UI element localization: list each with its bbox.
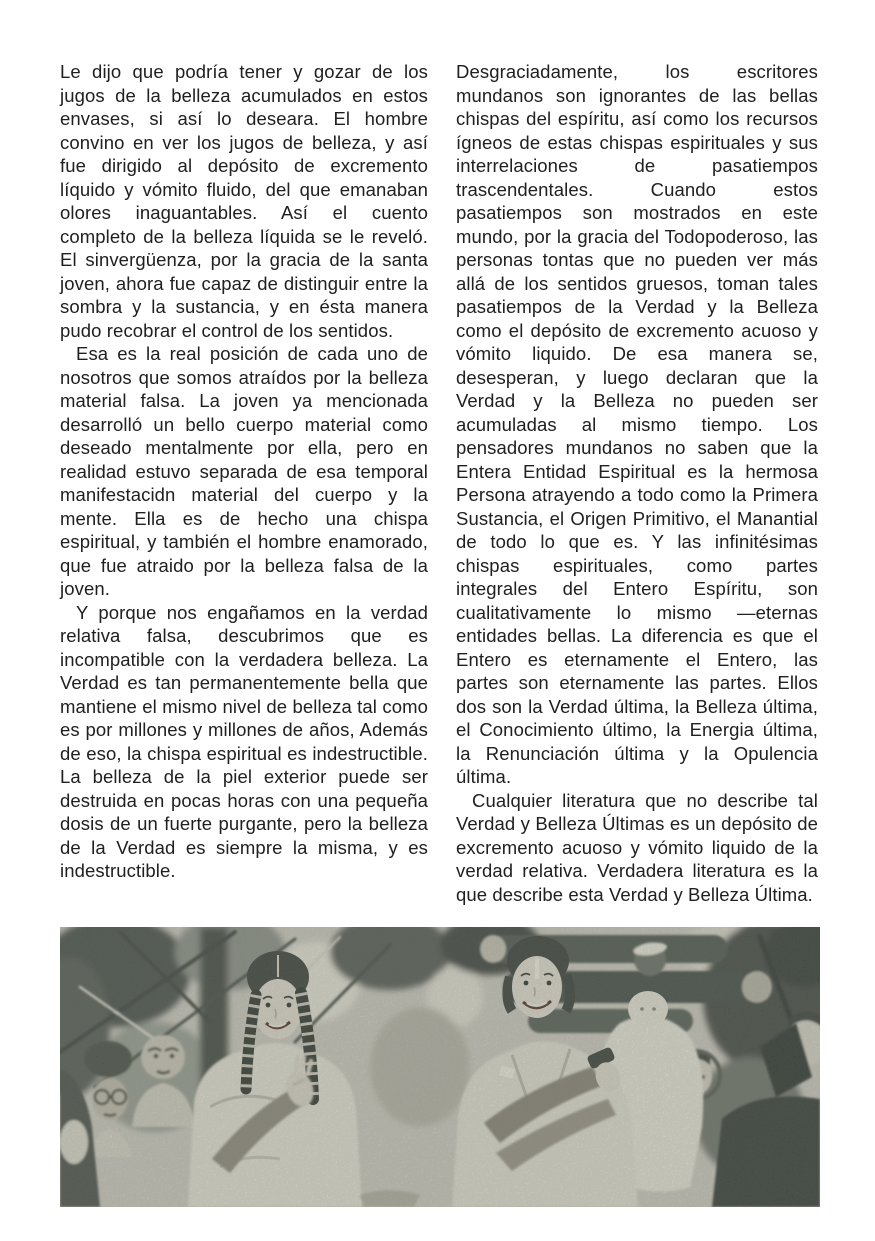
column-right xyxy=(456,60,818,906)
article-body xyxy=(60,60,818,906)
column-left xyxy=(60,60,428,906)
paragraph: Esa es la real posición de cada uno de nosotros que somos atraídos por la belleza material falsa. La joven ya mencionada desarrolló un bello cuerpo material como deseado mentalmente por ella, pero en realidad estuvo separada de esa temporal manifestacidn material del cuerpo y la mente. Ella es de hecho una chispa espiritual, y también el hombre enamorado, que fue atraido por la belleza falsa de la joven. xyxy=(60,343,428,599)
paragraph: Desgraciadamente, los escritores mundanos son ignorantes de las bellas chispas del espíritu, así como los recursos ígneos de estas chispas espirituales y sus interrelaciones de pasatiempos trascendentales. Cuando estos pasatiempos son mostrados en este mundo, por la gracia del Todopoderoso, las personas tontas que no pueden ver más allá de los sentidos gruesos, toman tales pasatiempos de la Verdad y la Belleza como el depósito de excremento acuoso y vómito liquido. De esa manera se, desesperan, y luego declaran que la Verdad y la Belleza no pueden ser acumuladas al mismo tiempo. Los pensadores mundanos no saben que la Entera Entidad Espiritual es la hermosa Persona atrayendo a todo como la Primera Sustancia, el Origen Primitivo, el Manantial de todo lo que es. Y las infinitésimas chispas espirituales, como partes integrales del Entero Espíritu, son cualitativamente lo mismo —eternas entidades bellas. La diferencia es que el Entero es eternamente el Entero, las partes son eternamente las partes. Ellos dos son la Verdad última, la Belleza última, el Conocimiento último, la Energia última, la Renunciación última y la Opulencia última. xyxy=(456,61,818,787)
photograph xyxy=(60,927,820,1207)
photograph-illustration xyxy=(60,927,820,1207)
paragraph: Y porque nos engañamos en la verdad relativa falsa, descubrimos que es incompatible con la verdadera belleza. La Verdad es tan permanentemente bella que mantiene el mismo nivel de belleza tal como es por millones y millones de años, Además de eso, la chispa espiritual es indestructible. La belleza de la piel exterior puede ser destruida en pocas horas con una pequeña dosis de un fuerte purgante, pero la belleza de la Verdad es siempre la misma, y es indestructible. xyxy=(60,601,428,881)
paragraph: Le dijo que podría tener y gozar de los jugos de la belleza acumulados en estos envases, si así lo deseara. El hombre convino en ver los jugos de belleza, y así fue dirigido al depósito de excremento líquido y vómito fluido, del que emanaban olores inaguantables. Así el cuento completo de la belleza líquida se le reveló. El sinvergüenza, por la gracia de la santa joven, ahora fue capaz de distinguir entre la sombra y la sustancia, y en ésta manera pudo recobrar el control de los sentidos. xyxy=(60,61,428,341)
paragraph: Cualquier literatura que no describe tal Verdad y Belleza Últimas es un depósito de excremento acuoso y vómito liquido de la verdad relativa. Verdadera literatura es la que describe esta Verdad y Belleza Última. xyxy=(456,789,818,905)
